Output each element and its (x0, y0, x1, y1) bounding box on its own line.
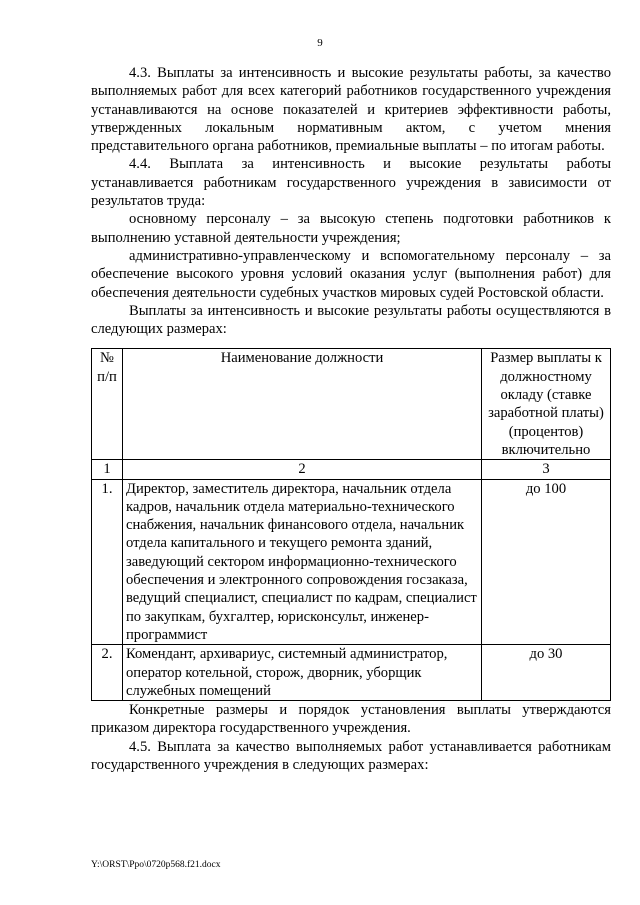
column-number-3: 3 (482, 460, 611, 479)
row-position: Директор, заместитель директора, начальник отдела кадров, начальник отдела материально-технического снабжения, начальник финансового отдела, начальник отдела капитального и текущего ремонта зданий, заведующий сектором информационно-технического обеспечения и электронного сопровождения госзаказа, ведущий специалист, специалист по кадрам, специалист по закупкам, бухгалтер, юрисконсульт, инженер-программист (123, 479, 482, 645)
paragraph-main-staff: основному персоналу – за высокую степень подготовки работников к выполнению уставной деятельности учреждения; (91, 211, 611, 246)
document-body (91, 64, 611, 774)
header-size: Размер выплаты к должностному окладу (ставке заработной платы) (процентов) включительно (482, 349, 611, 460)
table-column-numbers-row (92, 460, 611, 479)
paragraph-4-4: 4.4. Выплата за интенсивность и высокие результаты работы устанавливается работникам государственного учреждения в зависимости от результатов труда: (91, 156, 611, 210)
paragraph-4-3: 4.3. Выплаты за интенсивность и высокие результаты работы, за качество выполняемых работ для всех категорий работников государственного учреждения устанавливаются на основе показателей и критериев эффективности работы, утвержденных локальным нормативным актом, с учетом мнения представительного органа работников, премиальные выплаты – по итогам работы. (91, 65, 611, 155)
row-position: Комендант, архивариус, системный администратор, оператор котельной, сторож, дворник, уборщик служебных помещений (123, 645, 482, 701)
header-number: № п/п (92, 349, 123, 460)
row-size: до 100 (482, 479, 611, 645)
table-row (92, 645, 611, 701)
page-number: 9 (317, 37, 323, 49)
row-number: 1. (92, 479, 123, 645)
file-path-footer: Y:\ORST\Ppo\0720p568.f21.docx (91, 860, 221, 870)
table-row (92, 479, 611, 645)
paragraph-concrete-sizes: Конкретные размеры и порядок установления выплаты утверждаются приказом директора государственного учреждения. (91, 702, 611, 737)
payment-table (91, 348, 611, 701)
column-number-1: 1 (92, 460, 123, 479)
row-size: до 30 (482, 645, 611, 701)
paragraph-admin-staff: административно-управленческому и вспомогательному персоналу – за обеспечение высокого уровня условий оказания услуг (выполнения работ) для обеспечения деятельности судебных участков мировых судей Ростовской области. (91, 247, 611, 301)
column-number-2: 2 (123, 460, 482, 479)
paragraph-4-5: 4.5. Выплата за качество выполняемых работ устанавливается работникам государственного учреждения в следующих размерах: (91, 738, 611, 773)
table-header-row (92, 349, 611, 460)
header-position: Наименование должности (123, 349, 482, 460)
paragraph-sizes-intro: Выплаты за интенсивность и высокие результаты работы осуществляются в следующих размерах: (91, 302, 611, 338)
row-number: 2. (92, 645, 123, 701)
